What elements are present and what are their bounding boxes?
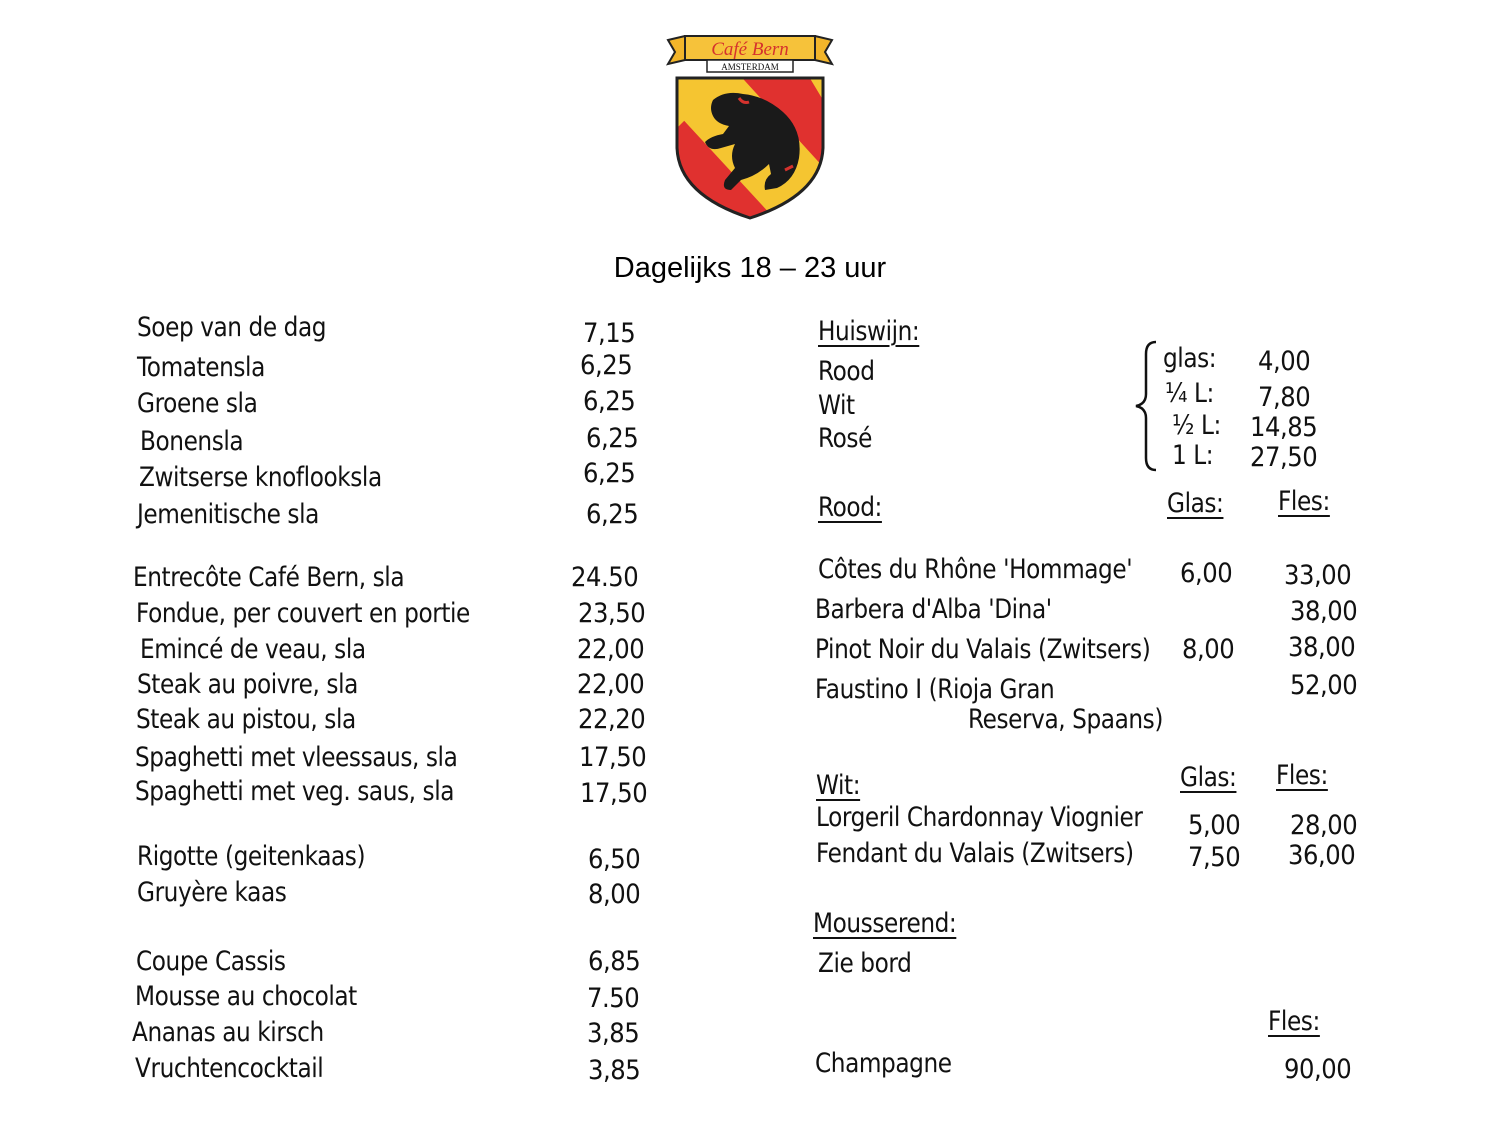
house-wine-size: ¼ L: [1165,378,1214,409]
wine-name: Faustino I (Rioja Gran [815,674,1055,705]
sparkling-heading: Mousserend: [813,908,957,939]
menu-item-price: 22,00 [577,669,645,700]
wine-name: Lorgeril Chardonnay Viognier [816,802,1143,833]
menu-item-price: 6,85 [588,946,641,977]
glas-column-label: Glas: [1180,762,1237,793]
wine-name: Barbera d'Alba 'Dina' [815,594,1052,625]
menu-item-name: Bonensla [140,426,244,457]
menu-item-price: 6,25 [583,458,636,489]
menu-item-name: Ananas au kirsch [132,1017,324,1048]
wine-glass-price: 5,00 [1188,810,1241,841]
menu-item-name: Mousse au chocolat [135,981,357,1012]
house-wine-price: 27,50 [1250,442,1318,473]
menu-item-name: Steak au poivre, sla [137,669,358,700]
menu-item-price: 8,00 [588,879,641,910]
menu-item-name: Vruchtencocktail [135,1053,324,1084]
fles-column-label: Fles: [1278,486,1330,517]
cafe-bern-logo [665,30,835,222]
sparkling-note: Zie bord [818,948,912,979]
wine-bottle-price: 36,00 [1288,840,1356,871]
menu-item-price: 6,25 [586,423,639,454]
house-wine-heading: Huiswijn: [818,316,920,347]
menu-item-name: Soep van de dag [137,312,327,343]
house-wine-type: Rosé [818,423,872,454]
logo-city: AMSTERDAM [721,62,779,72]
menu-item-name: Fondue, per couvert en portie [136,598,470,629]
wine-name: Fendant du Valais (Zwitsers) [816,838,1134,869]
menu-item-price: 22,00 [577,634,645,665]
opening-hours: Dagelijks 18 – 23 uur [613,252,887,284]
menu-item-price: 6,25 [580,350,633,381]
menu-item-name: Jemenitische sla [137,499,319,530]
wine-name: Côtes du Rhône 'Hommage' [818,554,1133,585]
house-wine-type: Wit [818,390,855,421]
house-wine-size: ½ L: [1172,410,1221,441]
wine-bottle-price: 28,00 [1290,810,1358,841]
menu-item-name: Groene sla [137,388,258,419]
menu-item-name: Gruyère kaas [137,877,287,908]
wine-name: Pinot Noir du Valais (Zwitsers) [815,634,1151,665]
house-wine-size: glas: [1163,343,1217,374]
house-wine-price: 14,85 [1250,412,1318,443]
menu-item-price: 17,50 [580,778,648,809]
menu-item-name: Spaghetti met veg. saus, sla [135,776,455,807]
menu-item-price: 24.50 [571,562,639,593]
menu-item-price: 7,15 [583,318,636,349]
menu-item-price: 6,25 [583,386,636,417]
house-wine-price: 4,00 [1258,346,1311,377]
menu-item-name: Spaghetti met vleessaus, sla [135,742,458,773]
menu-item-name: Emincé de veau, sla [140,634,366,665]
wine-bottle-price: 38,00 [1288,632,1356,663]
wine-name-continued: Reserva, Spaans) [968,704,1163,735]
fles-column-label: Fles: [1268,1006,1320,1037]
champagne-price: 90,00 [1284,1054,1352,1085]
menu-item-price: 3,85 [588,1055,641,1086]
red-wine-heading: Rood: [818,492,882,523]
menu-item-price: 23,50 [578,598,646,629]
menu-item-price: 7.50 [587,983,640,1014]
menu-item-name: Coupe Cassis [136,946,286,977]
menu-item-name: Zwitserse knoflooksla [139,462,382,493]
champagne-name: Champagne [815,1048,952,1079]
menu-item-price: 22,20 [578,704,646,735]
menu-item-name: Rigotte (geitenkaas) [137,841,366,872]
house-wine-price: 7,80 [1258,382,1311,413]
fles-column-label: Fles: [1276,760,1328,791]
wine-glass-price: 7,50 [1188,842,1241,873]
menu-item-price: 6,50 [588,844,641,875]
wine-bottle-price: 38,00 [1290,596,1358,627]
menu-item-price: 17,50 [579,742,647,773]
menu-item-price: 3,85 [587,1018,640,1049]
menu-item-name: Steak au pistou, sla [136,704,356,735]
menu-item-name: Entrecôte Café Bern, sla [133,562,405,593]
wine-bottle-price: 52,00 [1290,670,1358,701]
wine-glass-price: 6,00 [1180,558,1233,589]
house-wine-size: 1 L: [1172,440,1214,471]
brace-icon [1130,338,1160,473]
glas-column-label: Glas: [1167,488,1224,519]
logo-name: Café Bern [711,39,789,60]
white-wine-heading: Wit: [816,770,861,801]
menu-item-price: 6,25 [586,499,639,530]
wine-bottle-price: 33,00 [1284,560,1352,591]
house-wine-type: Rood [818,356,875,387]
menu-item-name: Tomatensla [137,352,265,383]
wine-glass-price: 8,00 [1182,634,1235,665]
